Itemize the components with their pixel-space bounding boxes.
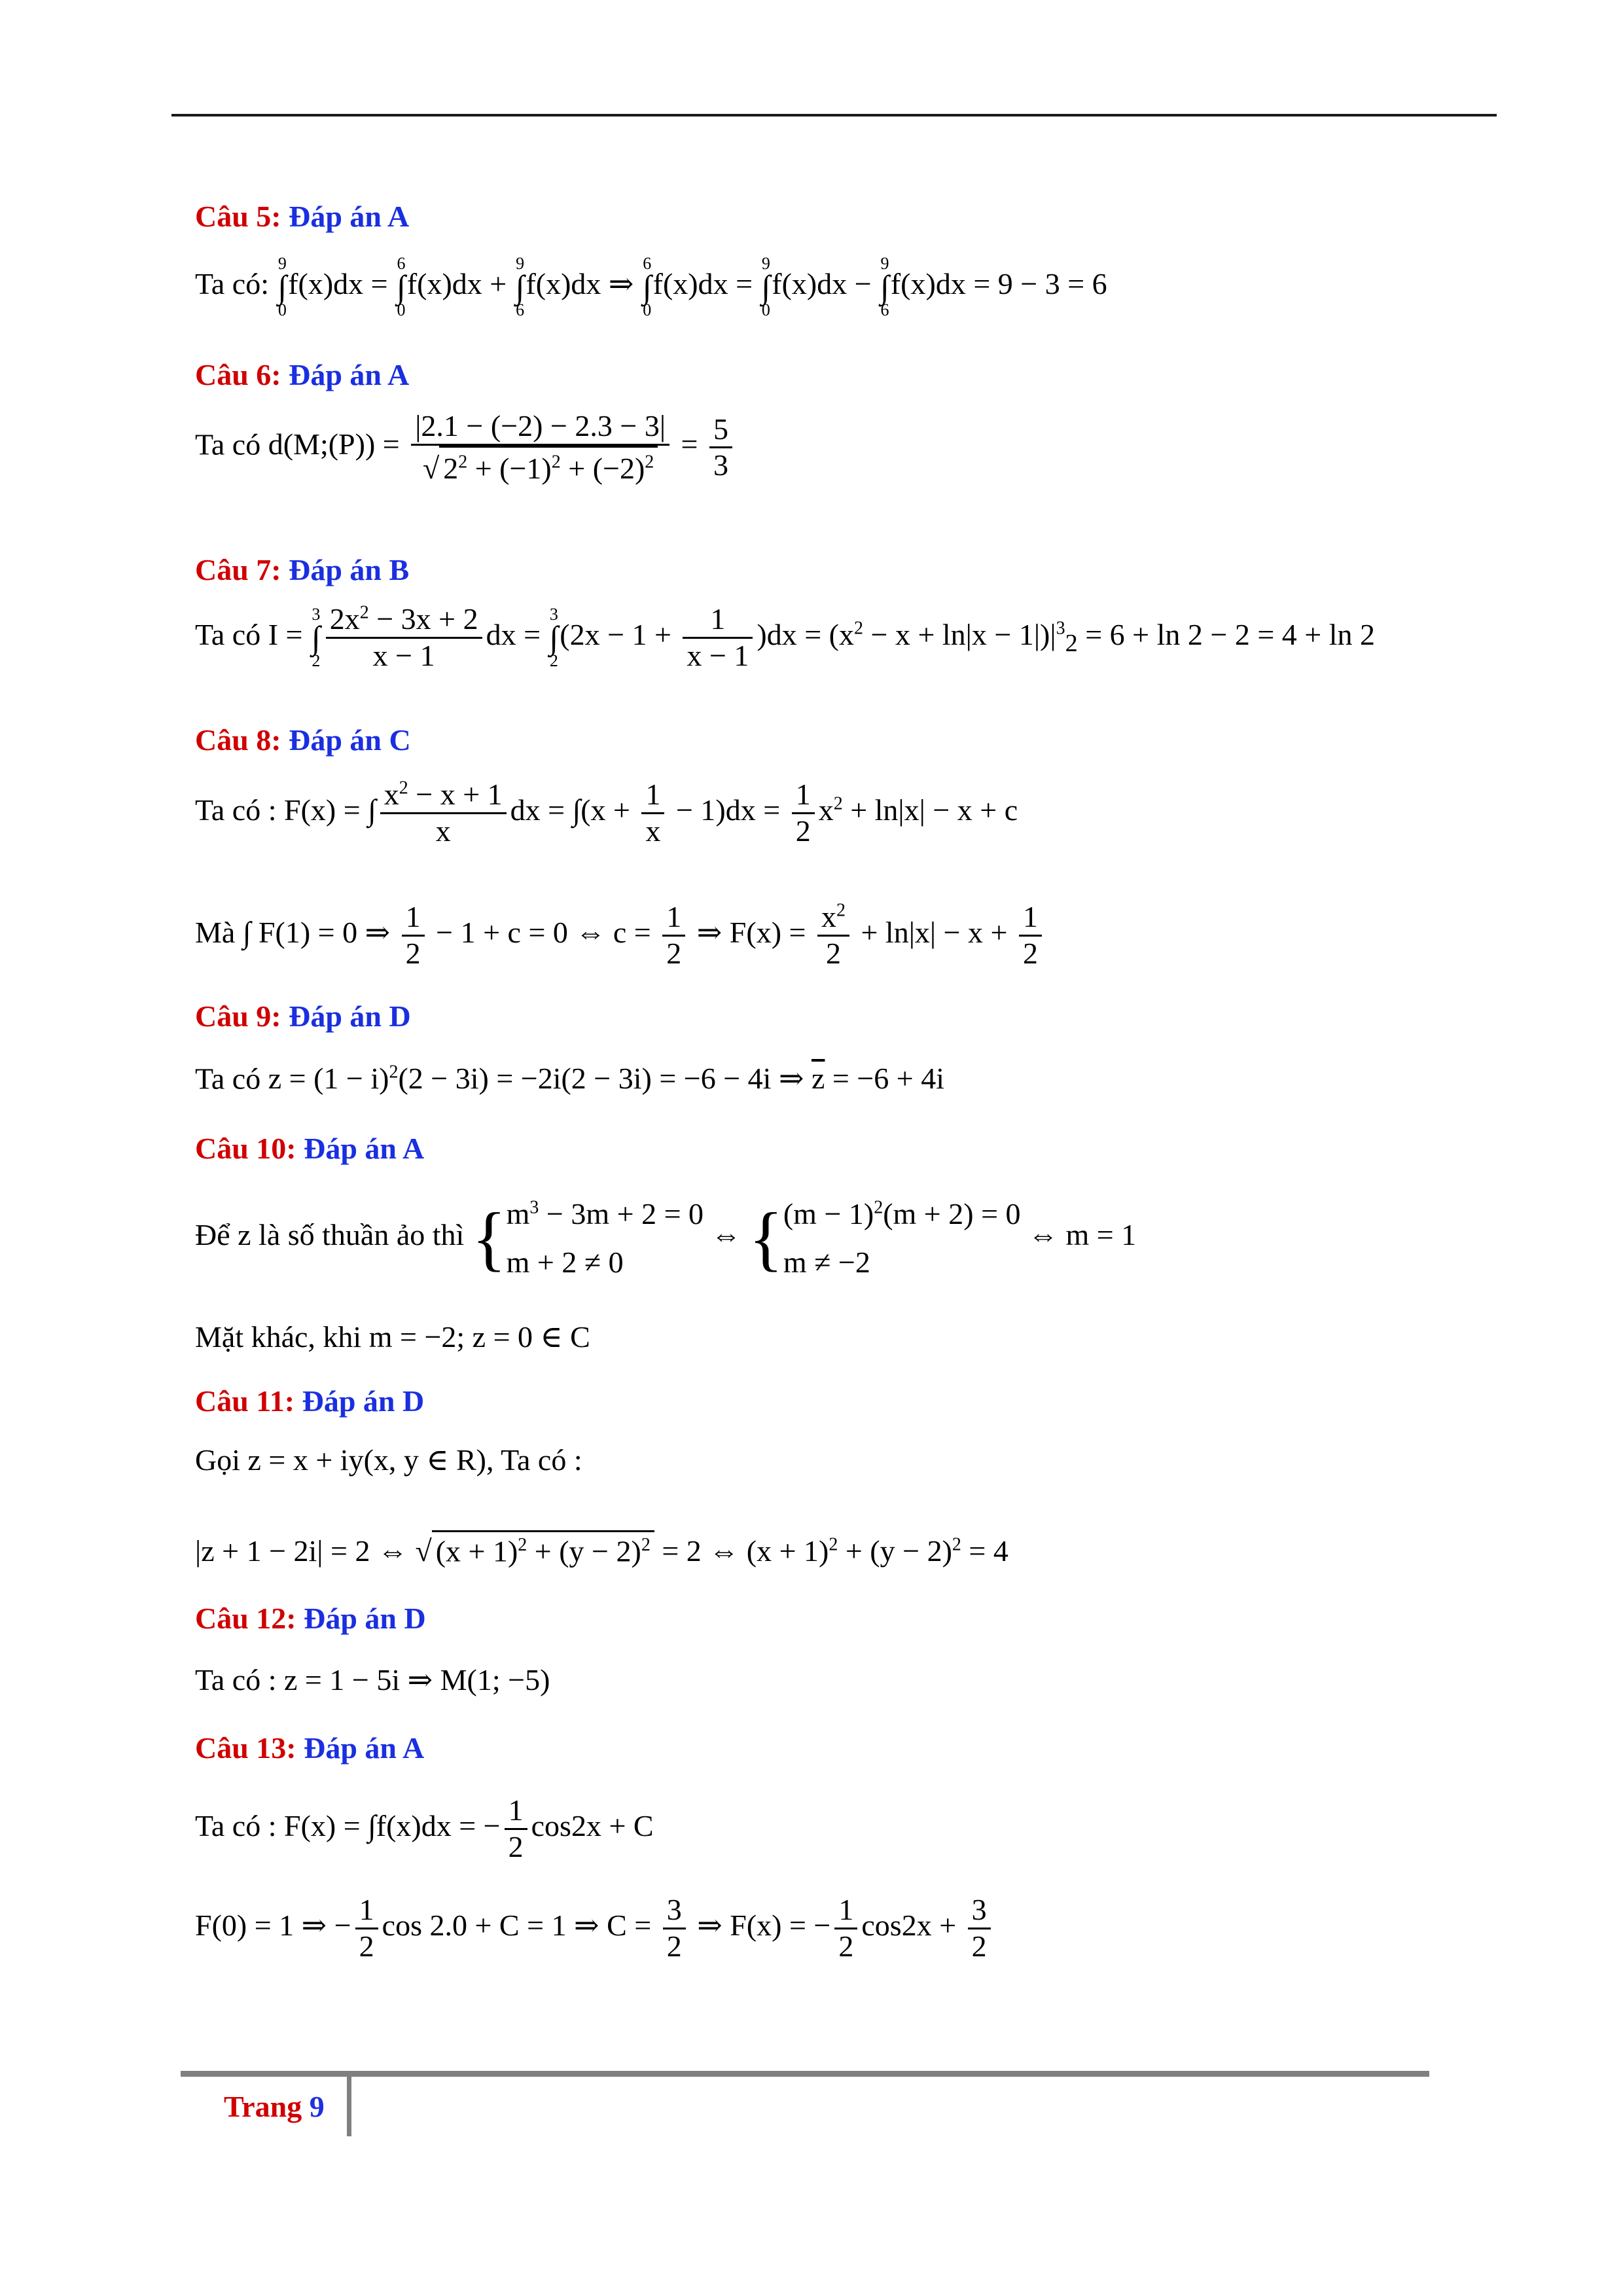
question-12-solution: Ta có : z = 1 − 5i ⇒ M(1; −5) <box>195 1663 550 1696</box>
question-13-solution-1: Ta có : F(x) = ∫f(x)dx = − $\frac{1}{2}$ cos2x + C <box>195 1793 654 1863</box>
question-11-heading: Câu 11: Đáp án D <box>195 1384 425 1418</box>
footer-divider <box>347 2076 351 2136</box>
question-11-solution-1: Gọi z = x + iy(x, y ∈ R), Ta có : <box>195 1443 582 1477</box>
question-10-solution-2: Mặt khác, khi m = −2; z = 0 ∈ C <box>195 1320 590 1354</box>
question-10-solution-1: Để z là số thuần ảo thì {$m^3 - 3m + 2 = 0$ m + 2 ≠ 0 ⇔ {$(m - 1)^2(m + 2) = 0$ m ≠ −2 ⇔ m = 1 <box>195 1197 1137 1279</box>
page-number: Trang 9 <box>224 2090 325 2123</box>
question-10-heading: Câu 10: Đáp án A <box>195 1132 425 1165</box>
question-9-solution: Ta có $z = (1 - i)^2(2 - 3i) = -2i(2 - 3i) = -6 - 4i$ ⇒ $\overline{z} = -6 + 4i$ <box>195 1062 945 1096</box>
question-11-solution-2: |z + 1 − 2i| = 2 ⇔ √ $(x + 1)^2 + (y - 2)^2 = 2$ ⇔ $(x + 1)^2 + (y - 2)^2 = 4$ <box>195 1530 1008 1566</box>
question-12-heading: Câu 12: Đáp án D <box>195 1602 426 1635</box>
question-7-heading: Câu 7: Đáp án B <box>195 553 410 586</box>
footer-rule <box>181 2071 1429 2077</box>
question-5-solution: Ta có: 9 ∫ 0 f(x)dx = 6 ∫ 0 f(x)dx + 9 ∫ 6 f(x)dx ⇒ 6 ∫ 0 f(x)dx = 9 ∫ 0 f(x)dx − 9 ∫ 6 f(x)dx = 9 − 3 = 6 <box>195 254 1107 319</box>
question-8-solution-2: Mà ∫ F(1) = 0 ⇒ $\frac{1}{2}$ − 1 + c = 0 ⇔ c = $\frac{1}{2}$ ⇒ F(x) = $\frac{x^2}{2}$ + ln|x| − x + $\frac{1}{2}$ <box>195 900 1046 971</box>
question-6-heading: Câu 6: Đáp án A <box>195 358 410 391</box>
question-6-solution: Ta có d(M;(P)) = $\frac{|2.1 - (-2) - 2.3 - 3|}{√ 2^2 + (-1)^2 + (-2)^2}$ = $\frac{5}{3}$ <box>195 409 736 486</box>
intro-text: Ta có: <box>195 267 270 301</box>
question-13-solution-2: F(0) = 1 ⇒ − $\frac{1}{2}$ cos 2.0 + C = 1 ⇒ C = $\frac{3}{2}$ ⇒ F(x) = − $\frac{1}{2}$ cos2x + $\frac{3}{2}$ <box>195 1893 995 1964</box>
question-7-solution: Ta có I = 3 ∫ 2 $\frac{2x^2 - 3x + 2}{x - 1}$ dx = 3 ∫ 2 (2x − 1 + $\frac{1}{x - 1}$ )$dx = (x^2 - x + \ln|x - 1|)|^3_2 = 6 + \ln 2 - 2 = 4 + \ln 2$ <box>195 602 1376 672</box>
question-13-heading: Câu 13: Đáp án A <box>195 1731 425 1765</box>
question-8-solution-1: Ta có : F(x) = ∫ $\frac{x^2 - x + 1}{x}$ dx = ∫(x + $\frac{1}{x}$ − 1)dx = $\frac{1}{2}$ $x^2 + \ln|x| - x + c$ <box>195 778 1018 848</box>
header-rule <box>171 114 1497 117</box>
question-9-heading: Câu 9: Đáp án D <box>195 999 411 1033</box>
question-8-heading: Câu 8: Đáp án C <box>195 723 411 757</box>
question-5-heading: Câu 5: Đáp án A <box>195 200 410 233</box>
